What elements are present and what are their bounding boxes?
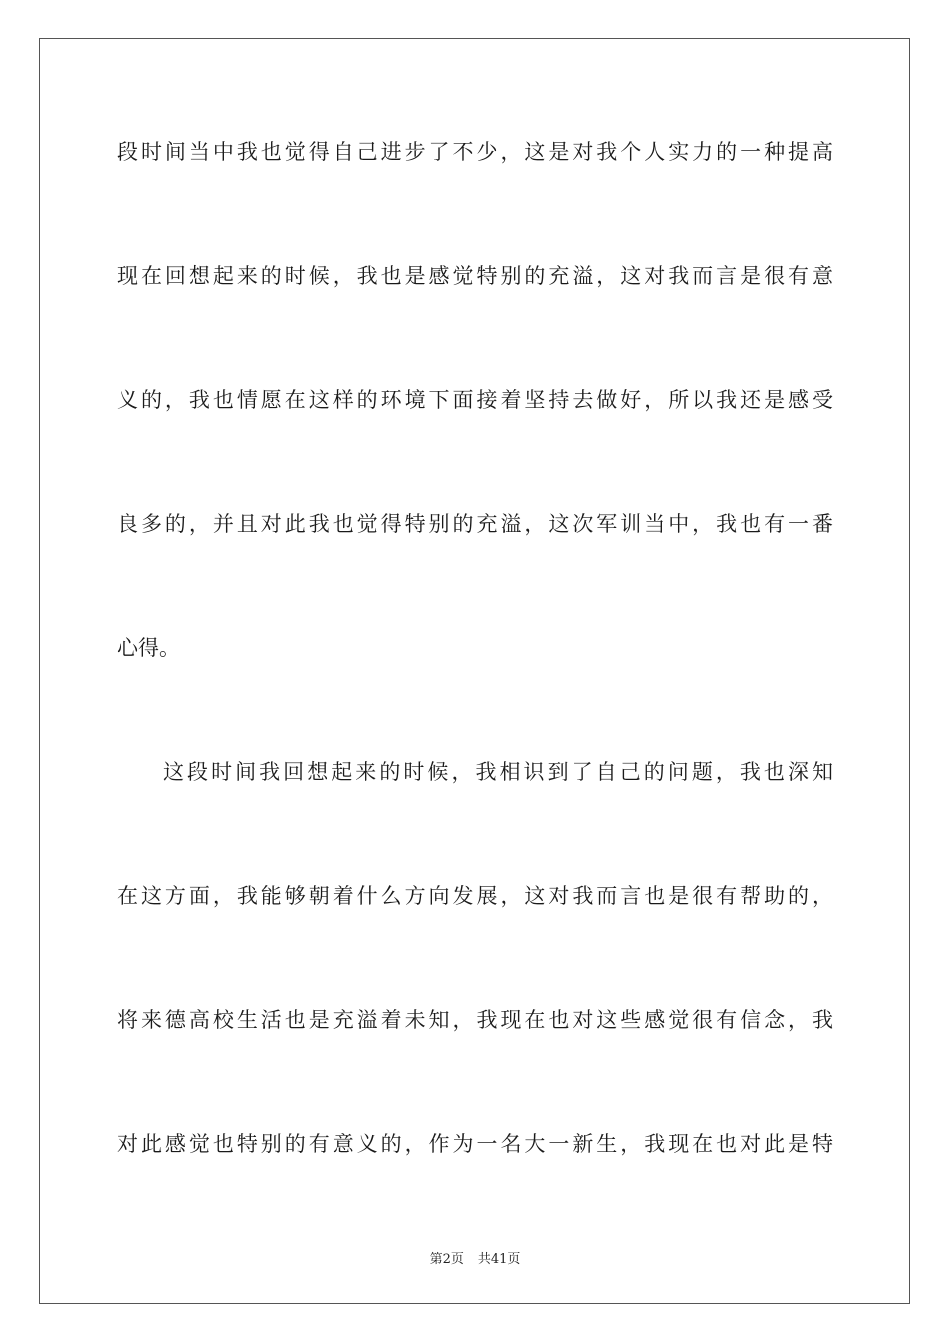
text-line: 在这方面，我能够朝着什么方向发展，这对我而言也是很有帮助的， bbox=[117, 884, 833, 908]
page-total: 共41页 bbox=[477, 1252, 521, 1267]
text-line: 义的，我也情愿在这样的环境下面接着坚持去做好，所以我还是感受 bbox=[117, 388, 833, 412]
text-line: 将来德高校生活也是充溢着未知，我现在也对这些感觉很有信念，我 bbox=[117, 1008, 833, 1032]
page-frame bbox=[39, 38, 910, 1304]
text-line: 良多的，并且对此我也觉得特别的充溢，这次军训当中，我也有一番 bbox=[117, 512, 833, 536]
paragraph-first-line: 这段时间我回想起来的时候，我相识到了自己的问题，我也深知 bbox=[163, 760, 833, 784]
page-number: 第2页 bbox=[429, 1252, 464, 1267]
text-line: 心得。 bbox=[117, 636, 180, 660]
text-line: 段时间当中我也觉得自己进步了不少，这是对我个人实力的一种提高 bbox=[117, 140, 833, 164]
text-line: 现在回想起来的时候，我也是感觉特别的充溢，这对我而言是很有意 bbox=[117, 264, 833, 288]
text-line: 对此感觉也特别的有意义的，作为一名大一新生，我现在也对此是特 bbox=[117, 1132, 833, 1156]
page-footer bbox=[0, 1248, 950, 1267]
